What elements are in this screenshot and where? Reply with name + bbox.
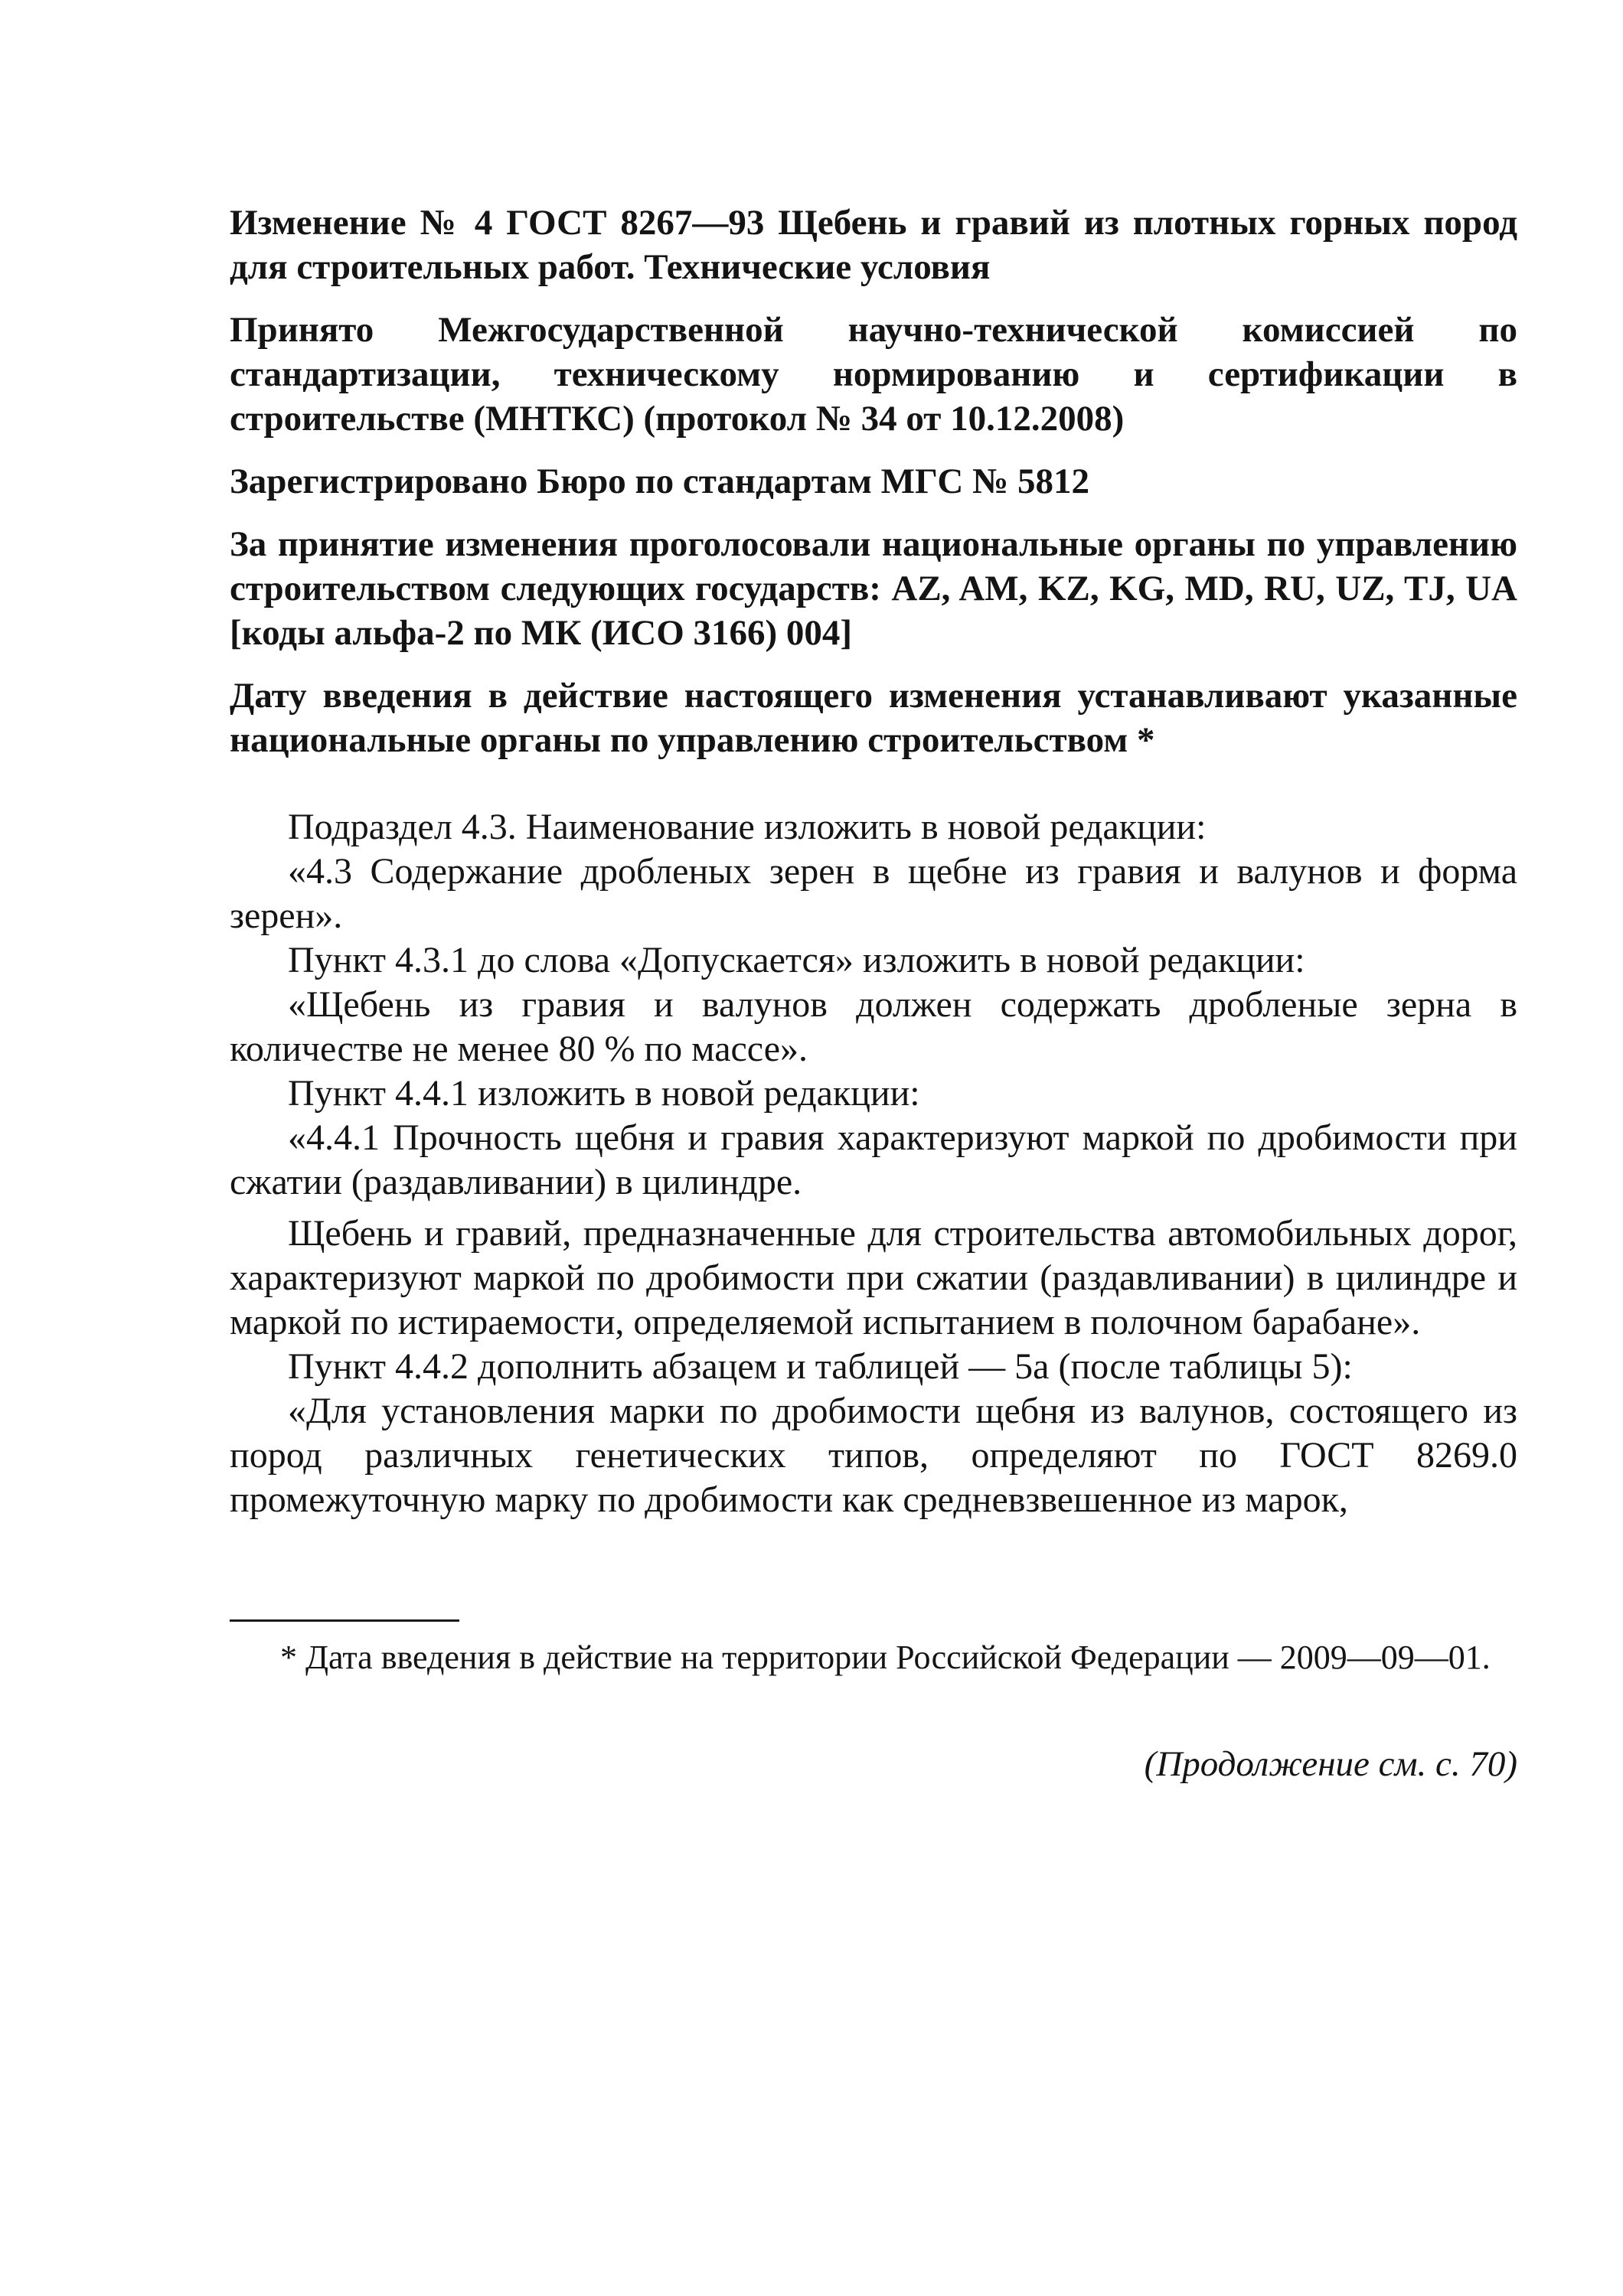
effective-date: Дату введения в действие настоящего изменения устанавливают указанные национальные органы по управлению строительством * xyxy=(230,676,1517,760)
continuation-note: (Продолжение см. с. 70) xyxy=(1144,1744,1517,1784)
amendment-title: Изменение № 4 ГОСТ 8267—93 Щебень и гравий из плотных горных пород для строительных работ. Технические условия xyxy=(230,203,1517,287)
footnote-separator xyxy=(230,1619,459,1622)
paragraph: Пункт 4.4.2 дополнить абзацем и таблицей — 5а (после таблицы 5): xyxy=(288,1346,1353,1387)
paragraph: Щебень и гравий, предназначенные для строительства автомобильных дорог, характеризуют маркой по дробимости при сжатии (раздавливании) в цилиндре и маркой по истираемости, определяемой испытанием в полочном барабане». xyxy=(230,1213,1517,1342)
paragraph: «Для установления марки по дробимости щебня из валунов, состоящего из пород различных генетических типов, определяют по ГОСТ 8269.0 промежуточную марку по дробимости как средневзвешенное из марок, xyxy=(230,1391,1517,1520)
amendment-body xyxy=(230,805,1517,1522)
paragraph: «Щебень из гравия и валунов должен содержать дробленые зерна в количестве не менее 80 % по массе». xyxy=(230,984,1517,1069)
paragraph: Пункт 4.4.1 изложить в новой редакции: xyxy=(288,1073,920,1114)
footnote: * Дата введения в действие на территории Российской Федерации — 2009—09—01. xyxy=(280,1639,1491,1676)
voting-states: За принятие изменения проголосовали национальные органы по управлению строительством следующих государств: AZ, AM, KZ, KG, MD, RU, UZ, TJ, UA [коды альфа-2 по МК (ИСО 3166) 004] xyxy=(230,524,1517,653)
adopted-by: Принято Межгосударственной научно-технической комиссией по стандартизации, техническому нормированию и сертификации в строительстве (МНТКС) (протокол № 34 от 10.12.2008) xyxy=(230,310,1517,439)
paragraph: «4.3 Содержание дробленых зерен в щебне из гравия и валунов и форма зерен». xyxy=(230,851,1517,936)
document-page xyxy=(230,201,1517,1522)
paragraph: Подраздел 4.3. Наименование изложить в новой редакции: xyxy=(288,807,1207,847)
paragraph: «4.4.1 Прочность щебня и гравия характеризуют маркой по дробимости при сжатии (раздавливании) в цилиндре. xyxy=(230,1117,1517,1202)
registration: Зарегистрировано Бюро по стандартам МГС № 5812 xyxy=(230,461,1089,501)
paragraph: Пункт 4.3.1 до слова «Допускается» изложить в новой редакции: xyxy=(288,940,1305,980)
